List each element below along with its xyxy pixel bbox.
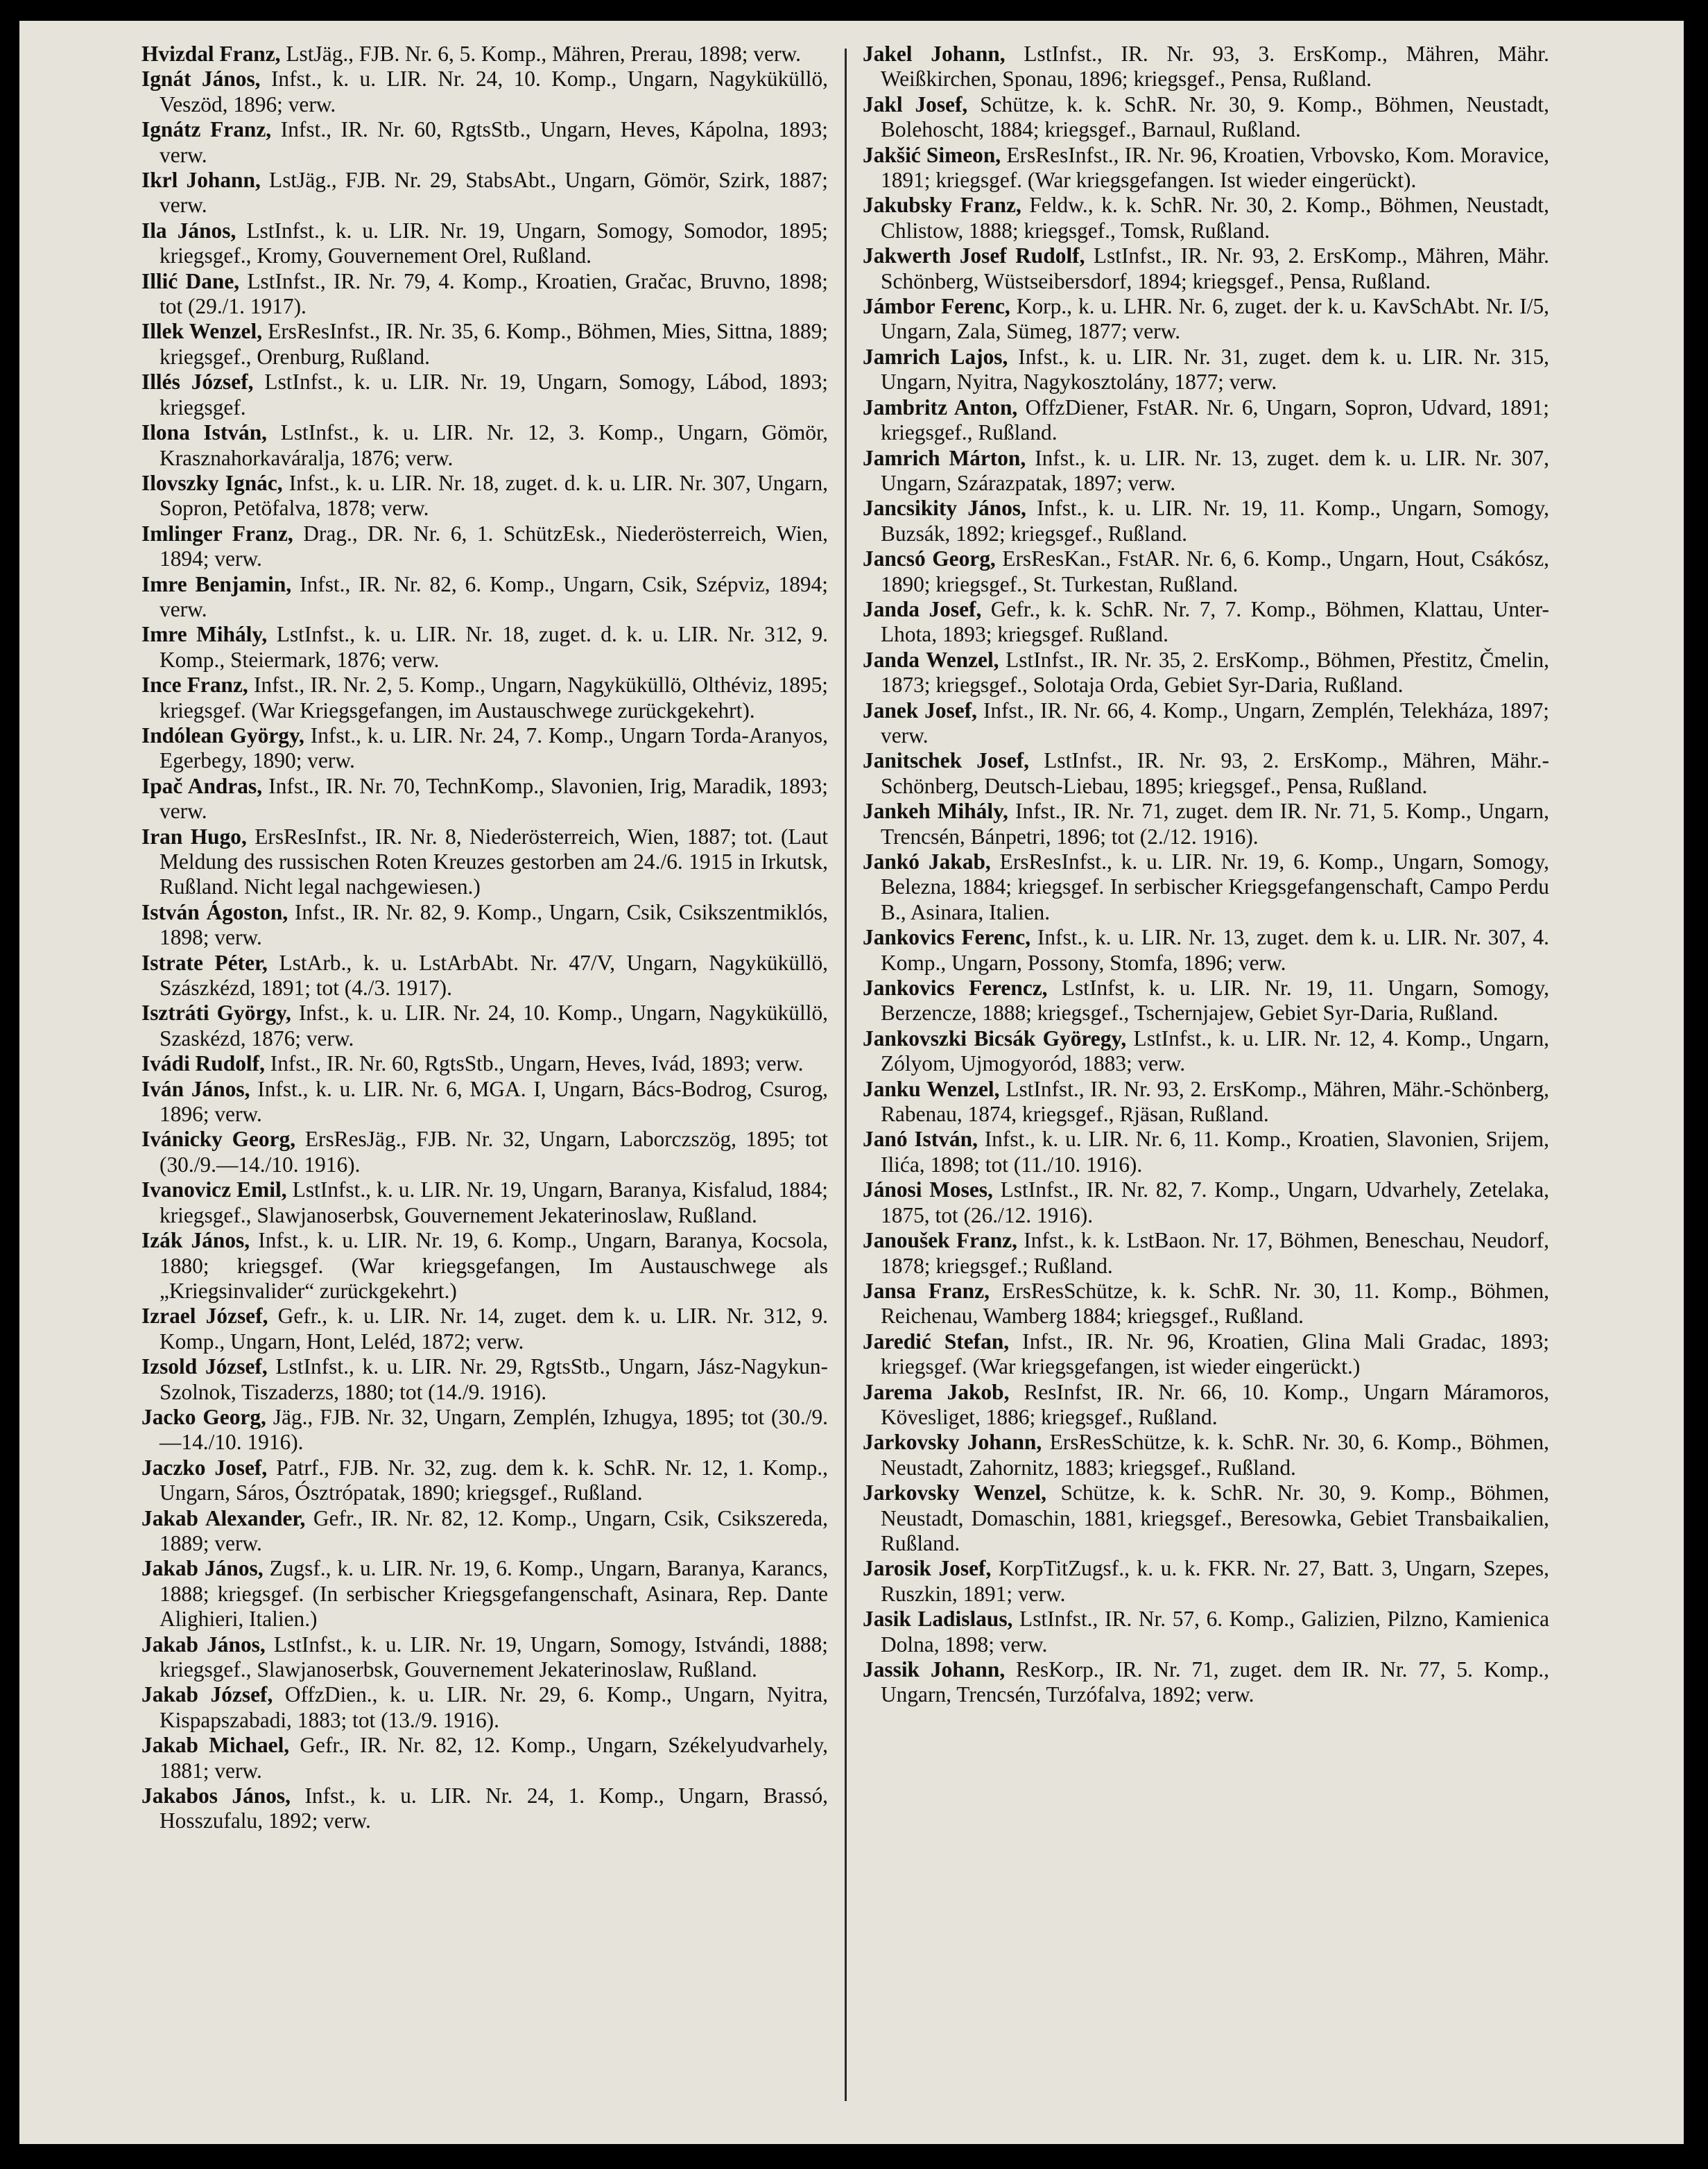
entry-details: ErsResInfst., IR. Nr. 35, 6. Komp., Böhmen, Mies, Sittna, 1889; kriegsgef., Orenburg, Rußland. <box>159 319 828 369</box>
entry-name: Jamrich Márton, <box>863 445 1026 470</box>
entry-name: Janku Wenzel, <box>863 1076 1000 1101</box>
register-entry <box>141 218 828 269</box>
entry-details: Infst., IR. Nr. 70, TechnKomp., Slavonien, Irig, Maradik, 1893; verw. <box>159 773 828 824</box>
register-entry <box>141 622 828 673</box>
entry-name: Jacko Georg, <box>141 1404 266 1429</box>
entry-details: Zugsf., k. u. LIR. Nr. 19, 6. Komp., Ungarn, Baranya, Karancs, 1888; kriegsgef. (In serbischer Kriegsgefangenschaft, Asinara, Rep. Dante Alighieri, Italien.) <box>159 1556 828 1632</box>
entry-details: Korp., k. u. LHR. Nr. 6, zuget. der k. u. KavSchAbt. Nr. I/5, Ungarn, Zala, Sümeg, 1877; verw. <box>881 294 1549 344</box>
entry-details: ErsResInfst., IR. Nr. 8, Niederösterreich, Wien, 1887; tot. (Laut Meldung des russischen Roten Kreuzes gestorben am 24./6. 1915 in Irkutsk, Rußland. Nicht legal nachgewiesen.) <box>159 824 828 899</box>
entry-details: Gefr., k. k. SchR. Nr. 7, 7. Komp., Böhmen, Klattau, Unter-Lhota, 1893; kriegsgef. Rußland. <box>881 596 1549 647</box>
entry-details: LstInfst., k. u. LIR. Nr. 19, Ungarn, Baranya, Kisfalud, 1884; kriegsgef., Slawjanoserbsk, Gouvernement Jekaterinoslaw, Rußland. <box>159 1177 828 1227</box>
entry-name: Illek Wenzel, <box>141 319 263 344</box>
entry-name: Hvizdal Franz, <box>141 42 281 66</box>
entry-name: Ivádi Rudolf, <box>141 1051 265 1076</box>
entry-name: Ivanovicz Emil, <box>141 1177 287 1202</box>
entry-name: Jarkovsky Wenzel, <box>863 1480 1046 1505</box>
register-entry <box>863 243 1549 294</box>
register-entry <box>141 471 828 521</box>
entry-name: Imre Benjamin, <box>141 571 292 596</box>
entry-details: LstInfst., k. u. LIR. Nr. 18, zuget. d. k. u. LIR. Nr. 312, 9. Komp., Steiermark, 1876; verw. <box>159 622 828 672</box>
entry-name: Ignát János, <box>141 67 261 92</box>
register-entry <box>863 446 1549 496</box>
entry-name: Jámbor Ferenc, <box>863 294 1010 319</box>
register-entry <box>863 92 1549 143</box>
register-entry <box>863 597 1549 648</box>
register-entry <box>863 1329 1549 1380</box>
register-entry <box>141 319 828 370</box>
entry-name: Ince Franz, <box>141 673 248 698</box>
document-page <box>19 21 1684 2144</box>
register-entry <box>141 951 828 1001</box>
register-entry <box>141 168 828 218</box>
entry-details: Infst., k. u. LIR. Nr. 24, 7. Komp., Ungarn Torda-Aranyos, Egerbegy, 1890; verw. <box>159 723 828 773</box>
entry-name: Janda Wenzel, <box>863 647 999 672</box>
entry-details: LstJäg., FJB. Nr. 6, 5. Komp., Mähren, Prerau, 1898; verw. <box>280 42 801 66</box>
entry-details: Schütze, k. k. SchR. Nr. 30, 9. Komp., Böhmen, Neustadt, Bolehoscht, 1884; kriegsgef., Barnaul, Rußland. <box>881 92 1549 142</box>
entry-details: Gefr., k. u. LIR. Nr. 14, zuget. dem k. u. LIR. Nr. 312, 9. Komp., Ungarn, Hont, Leléd, 1872; verw. <box>159 1304 828 1354</box>
register-entry <box>141 1127 828 1177</box>
register-entry <box>863 1026 1549 1077</box>
entry-details: Infst., k. u. LIR. Nr. 13, zuget. dem k. u. LIR. Nr. 307, Ungarn, Szárazpatak, 1897; verw. <box>881 445 1549 495</box>
entry-name: Illés József, <box>141 370 254 395</box>
entry-details: Infst., k. u. LIR. Nr. 24, 10. Komp., Ungarn, Nagyküküllö, Szaskézd, 1876; verw. <box>159 1001 828 1051</box>
register-entry <box>141 521 828 572</box>
entry-details: Infst., IR. Nr. 82, 9. Komp., Ungarn, Csik, Csikszentmiklós, 1898; verw. <box>159 899 828 950</box>
register-entry <box>141 420 828 471</box>
register-entry <box>141 42 828 67</box>
entry-name: Jakubsky Franz, <box>863 193 1021 218</box>
entry-details: Infst., IR. Nr. 60, RgtsStb., Ungarn, Heves, Kápolna, 1893; verw. <box>159 117 828 167</box>
entry-details: ResInfst, IR. Nr. 66, 10. Komp., Ungarn Máramoros, Kövesliget, 1886; kriegsgef., Rußland. <box>881 1379 1549 1429</box>
entry-name: Jaredić Stefan, <box>863 1329 1010 1354</box>
entry-details: LstInfst., k. u. LIR. Nr. 19, Ungarn, Somogy, Somodor, 1895; kriegsgef., Kromy, Gouvernement Orel, Rußland. <box>159 218 828 268</box>
entry-details: LstInfst., IR. Nr. 93, 2. ErsKomp., Mähren, Mähr.-Schönberg, Rabenau, 1874, kriegsgef., Rjäsan, Rußland. <box>881 1076 1550 1127</box>
entry-name: Jasik Ladislaus, <box>863 1607 1013 1632</box>
entry-details: Infst., k. u. LIR. Nr. 18, zuget. d. k. u. LIR. Nr. 307, Ungarn, Sopron, Petöfalva, 1878; verw. <box>159 470 829 521</box>
entry-name: Jarema Jakob, <box>863 1379 1010 1404</box>
register-entry <box>141 1506 828 1557</box>
entry-details: ErsResInfst., IR. Nr. 96, Kroatien, Vrbovsko, Kom. Moravice, 1891; kriegsgef. (War kriegsgefangen. Ist wieder eingerückt). <box>881 142 1550 193</box>
entry-name: Imre Mihály, <box>141 622 268 647</box>
entry-name: Janek Josef, <box>863 698 978 723</box>
entry-name: Illić Dane, <box>141 268 240 293</box>
entry-name: Ikrl Johann, <box>141 168 261 193</box>
entry-name: Jakwerth Josef Rudolf, <box>863 243 1085 268</box>
entry-details: ErsResSchütze, k. k. SchR. Nr. 30, 11. Komp., Böhmen, Reichenau, Wamberg 1884; kriegsgef., Rußland. <box>881 1278 1549 1329</box>
entry-name: Jarosik Josef, <box>863 1556 992 1581</box>
entry-details: Schütze, k. k. SchR. Nr. 30, 9. Komp., Böhmen, Neustadt, Domaschin, 1881, kriegsgef., Beresowka, Gebiet Transbaikalien, Rußland. <box>881 1480 1549 1555</box>
entry-name: Jancsó Georg, <box>863 546 996 571</box>
entry-name: Janitschek Josef, <box>863 748 1030 773</box>
entry-name: Jankovics Ferencz, <box>863 976 1048 1001</box>
register-entry <box>141 1783 828 1834</box>
entry-name: Ipač Andras, <box>141 773 263 798</box>
entry-name: Iván János, <box>141 1076 250 1101</box>
entry-name: Izsold József, <box>141 1354 268 1379</box>
entry-details: LstInfst., IR. Nr. 93, 3. ErsKomp., Mähren, Mähr. Weißkirchen, Sponau, 1896; kriegsgef., Pensa, Rußland. <box>881 42 1549 92</box>
entry-details: Infst., k. u. LIR. Nr. 31, zuget. dem k. u. LIR. Nr. 315, Ungarn, Nyitra, Nagykosztolány, 1877; verw. <box>881 344 1549 395</box>
entry-details: Infst., k. u. LIR. Nr. 24, 1. Komp., Ungarn, Brassó, Hosszufalu, 1892; verw. <box>159 1783 828 1833</box>
register-entry <box>141 900 828 951</box>
entry-details: Infst., IR. Nr. 60, RgtsStb., Ungarn, Heves, Ivád, 1893; verw. <box>264 1051 804 1076</box>
entry-details: LstInfst., k. u. LIR. Nr. 29, RgtsStb., Ungarn, Jász-Nagykun-Szolnok, Tiszaderzs, 1880; tot (14./9. 1916). <box>159 1354 828 1404</box>
entry-name: Jakl Josef, <box>863 92 968 116</box>
entry-name: Iran Hugo, <box>141 824 247 849</box>
register-entry <box>141 67 828 117</box>
entry-name: István Ágoston, <box>141 899 288 924</box>
entry-details: Drag., DR. Nr. 6, 1. SchützEsk., Niederösterreich, Wien, 1894; verw. <box>159 521 828 571</box>
register-entry <box>141 117 828 168</box>
register-entry <box>863 1430 1549 1480</box>
column-divider <box>845 49 847 2101</box>
entry-name: Ilona István, <box>141 420 268 445</box>
entry-name: Jamrich Lajos, <box>863 344 1008 369</box>
entry-details: Gefr., IR. Nr. 82, 12. Komp., Ungarn, Csik, Csikszereda, 1889; verw. <box>159 1505 828 1555</box>
entry-details: Infst., k. k. LstBaon. Nr. 17, Böhmen, Beneschau, Neudorf, 1878; kriegsgef.; Rußland. <box>881 1228 1549 1278</box>
entry-name: Indólean György, <box>141 723 304 748</box>
register-entry <box>141 1632 828 1683</box>
entry-details: Infst., k. u. LIR. Nr. 6, MGA. I, Ungarn, Bács-Bodrog, Csurog, 1896; verw. <box>159 1076 828 1127</box>
entry-name: Janó István, <box>863 1127 978 1152</box>
register-entry <box>863 1657 1549 1708</box>
entry-name: Jakabos János, <box>141 1783 291 1808</box>
entry-details: LstInfst., IR. Nr. 82, 7. Komp., Ungarn, Udvarhely, Zetelaka, 1875, tot (26./12. 1916). <box>881 1177 1549 1227</box>
entry-details: Infst., k. u. LIR. Nr. 13, zuget. dem k. u. LIR. Nr. 307, 4. Komp., Ungarn, Possony, Stomfa, 1896; verw. <box>881 925 1549 975</box>
entry-name: Ila János, <box>141 218 236 243</box>
entry-name: Jarkovsky Johann, <box>863 1430 1042 1455</box>
entry-name: Jakab Michael, <box>141 1733 290 1758</box>
entry-details: ErsResKan., FstAR. Nr. 6, 6. Komp., Ungarn, Hout, Csákósz, 1890; kriegsgef., St. Turkestan, Rußland. <box>881 546 1549 596</box>
register-entry <box>863 1480 1549 1556</box>
entry-name: Jassik Johann, <box>863 1657 1006 1682</box>
register-entry <box>141 1682 828 1733</box>
entry-name: Jánosi Moses, <box>863 1177 993 1202</box>
register-entry <box>863 1177 1549 1228</box>
entry-details: KorpTitZugsf., k. u. k. FKR. Nr. 27, Batt. 3, Ungarn, Szepes, Ruszkin, 1891; verw. <box>881 1556 1549 1606</box>
register-entry <box>863 395 1549 446</box>
entry-name: Istrate Péter, <box>141 950 268 975</box>
entry-name: Ignátz Franz, <box>141 117 272 142</box>
entry-name: Jansa Franz, <box>863 1278 990 1303</box>
register-entry <box>863 496 1549 546</box>
register-entry <box>141 723 828 774</box>
register-entry <box>863 1127 1549 1177</box>
entry-details: Infst., IR. Nr. 82, 6. Komp., Ungarn, Csik, Szépviz, 1894; verw. <box>159 571 828 621</box>
register-entry <box>141 269 828 320</box>
entry-name: Jakšić Simeon, <box>863 142 1001 167</box>
entry-name: Jankovics Ferenc, <box>863 925 1031 950</box>
register-entry <box>863 193 1549 243</box>
entry-name: Jakab János, <box>141 1632 266 1657</box>
entry-details: ErsResSchütze, k. k. SchR. Nr. 30, 6. Komp., Böhmen, Neustadt, Zahornitz, 1883; kriegsgef., Rußland. <box>881 1430 1549 1480</box>
register-entry <box>141 673 828 723</box>
register-entry <box>863 1279 1549 1329</box>
entry-details: Feldw., k. k. SchR. Nr. 30, 2. Komp., Böhmen, Neustadt, Chlistow, 1888; kriegsgef., Tomsk, Rußland. <box>881 193 1549 243</box>
register-entry <box>863 1607 1549 1657</box>
entry-name: Jakab József, <box>141 1682 273 1707</box>
entry-details: LstInfst., IR. Nr. 57, 6. Komp., Galizien, Pilzno, Kamienica Dolna, 1898; verw. <box>881 1607 1549 1657</box>
entry-details: Jäg., FJB. Nr. 32, Ungarn, Zemplén, Izhugya, 1895; tot (30./9.—14./10. 1916). <box>159 1404 828 1455</box>
register-entry <box>141 1077 828 1127</box>
left-column <box>141 42 828 1834</box>
entry-name: Jambritz Anton, <box>863 395 1018 420</box>
register-entry <box>863 42 1549 92</box>
register-entry <box>863 849 1549 925</box>
entry-name: Ivánicky Georg, <box>141 1127 296 1152</box>
entry-details: OffzDiener, FstAR. Nr. 6, Ungarn, Sopron, Udvard, 1891; kriegsgef., Rußland. <box>881 395 1549 445</box>
entry-details: LstInfst., k. u. LIR. Nr. 19, Ungarn, Somogy, Lábod, 1893; kriegsgef. <box>159 370 828 420</box>
entry-name: Imlinger Franz, <box>141 521 293 546</box>
entry-name: Jankovszki Bicsák Györegy, <box>863 1026 1127 1051</box>
register-entry <box>141 1304 828 1354</box>
register-entry <box>141 1405 828 1455</box>
register-entry <box>141 1455 828 1506</box>
entry-name: Jakel Johann, <box>863 42 1006 66</box>
register-entry <box>863 698 1549 749</box>
entry-details: LstInfst., IR. Nr. 93, 2. ErsKomp., Mähren, Mähr.-Schönberg, Deutsch-Liebau, 1895; kriegsgef., Pensa, Rußland. <box>881 748 1549 798</box>
entry-name: Janda Josef, <box>863 596 982 621</box>
register-entry <box>141 1556 828 1632</box>
register-entry <box>141 1733 828 1783</box>
register-entry <box>863 1380 1549 1431</box>
register-entry <box>141 1001 828 1051</box>
register-entry <box>863 1228 1549 1279</box>
entry-details: LstInfst., k. u. LIR. Nr. 19, Ungarn, Somogy, Istvándi, 1888; kriegsgef., Slawjanoserbsk, Gouvernement Jekaterinoslaw, Rußland. <box>159 1632 828 1682</box>
entry-name: Izrael József, <box>141 1304 268 1329</box>
entry-name: Jakab János, <box>141 1556 264 1581</box>
entry-details: LstInfst., IR. Nr. 35, 2. ErsKomp., Böhmen, Přestitz, Čmelin, 1873; kriegsgef., Solotaja Orda, Gebiet Syr-Daria, Rußland. <box>881 647 1549 698</box>
register-entry <box>863 345 1549 395</box>
right-column <box>863 42 1549 1708</box>
entry-details: LstInfst, k. u. LIR. Nr. 19, 11. Ungarn, Somogy, Berzencze, 1888; kriegsgef., Tschernjajew, Gebiet Syr-Daria, Rußland. <box>881 976 1549 1026</box>
register-entry <box>863 976 1549 1026</box>
entry-details: Infst., IR. Nr. 71, zuget. dem IR. Nr. 71, 5. Komp., Ungarn, Trencsén, Bánpetri, 1896; tot (2./12. 1916). <box>881 799 1549 849</box>
entry-details: OffzDien., k. u. LIR. Nr. 29, 6. Komp., Ungarn, Nyitra, Kispapszabadi, 1883; tot (13./9. 1916). <box>159 1682 828 1732</box>
register-entry <box>863 799 1549 849</box>
entry-name: Jankó Jakab, <box>863 849 991 874</box>
entry-details: ErsResInfst., k. u. LIR. Nr. 19, 6. Komp., Ungarn, Somogy, Belezna, 1884; kriegsgef. In serbischer Kriegsgefangenschaft, Campo Perdu B., Asinara, Italien. <box>881 849 1549 924</box>
entry-name: Jaczko Josef, <box>141 1455 268 1480</box>
entry-details: LstInfst., k. u. LIR. Nr. 12, 3. Komp., Ungarn, Gömör, Krasznahorkaváralja, 1876; verw. <box>159 420 828 470</box>
register-entry <box>141 572 828 623</box>
register-entry <box>863 294 1549 345</box>
register-entry <box>141 824 828 900</box>
entry-details: LstInfst., IR. Nr. 79, 4. Komp., Kroatien, Gračac, Bruvno, 1898; tot (29./1. 1917). <box>159 268 828 319</box>
register-entry <box>863 1077 1549 1127</box>
entry-name: Izák János, <box>141 1228 250 1253</box>
entry-name: Isztráti György, <box>141 1001 291 1026</box>
entry-details: Patrf., FJB. Nr. 32, zug. dem k. k. SchR. Nr. 12, 1. Komp., Ungarn, Sáros, Ósztrópatak, 1890; kriegsgef., Rußland. <box>159 1455 828 1505</box>
entry-details: Infst., k. u. LIR. Nr. 19, 11. Komp., Ungarn, Somogy, Buzsák, 1892; kriegsgef., Rußland. <box>881 496 1549 546</box>
register-entry <box>141 1177 828 1228</box>
register-entry <box>863 748 1549 799</box>
register-entry <box>863 546 1549 597</box>
entry-name: Jankeh Mihály, <box>863 799 1008 824</box>
entry-name: Jakab Alexander, <box>141 1505 306 1530</box>
entry-name: Jancsikity János, <box>863 496 1026 521</box>
entry-details: Infst., IR. Nr. 96, Kroatien, Glina Mali Gradac, 1893; kriegsgef. (War kriegsgefangen, ist wieder eingerückt.) <box>881 1329 1549 1379</box>
entry-details: Gefr., IR. Nr. 82, 12. Komp., Ungarn, Székelyudvarhely, 1881; verw. <box>159 1733 828 1783</box>
entry-details: ErsResJäg., FJB. Nr. 32, Ungarn, Laborczszög, 1895; tot (30./9.—14./10. 1916). <box>159 1127 828 1177</box>
entry-details: ResKorp., IR. Nr. 71, zuget. dem IR. Nr. 77, 5. Komp., Ungarn, Trencsén, Turzófalva, 1892; verw. <box>881 1657 1549 1707</box>
entry-details: LstInfst., k. u. LIR. Nr. 12, 4. Komp., Ungarn, Zólyom, Ujmogyoród, 1883; verw. <box>881 1026 1550 1076</box>
entry-details: LstJäg., FJB. Nr. 29, StabsAbt., Ungarn, Gömör, Szirk, 1887; verw. <box>159 168 829 218</box>
register-entry <box>863 1556 1549 1607</box>
register-entry <box>141 1354 828 1405</box>
entry-details: Infst., IR. Nr. 2, 5. Komp., Ungarn, Nagyküküllö, Olthéviz, 1895; kriegsgef. (War Kriegsgefangen, im Austauschwege zurückgekehrt). <box>159 673 828 723</box>
register-entry <box>863 925 1549 976</box>
register-entry <box>863 143 1549 193</box>
register-entry <box>141 774 828 824</box>
entry-details: Infst., k. u. LIR. Nr. 24, 10. Komp., Ungarn, Nagyküküllö, Veszöd, 1896; verw. <box>159 67 828 116</box>
register-entry <box>141 370 828 420</box>
entry-name: Janoušek Franz, <box>863 1228 1017 1253</box>
entry-details: Infst., IR. Nr. 66, 4. Komp., Ungarn, Zemplén, Telekháza, 1897; verw. <box>881 698 1549 748</box>
entry-name: Ilovszky Ignác, <box>141 470 283 495</box>
entry-details: LstInfst., IR. Nr. 93, 2. ErsKomp., Mähren, Mähr. Schönberg, Wüstseibersdorf, 1894; kriegsgef., Pensa, Rußland. <box>881 243 1549 293</box>
register-entry <box>141 1051 828 1076</box>
register-entry <box>863 648 1549 698</box>
entry-details: LstArb., k. u. LstArbAbt. Nr. 47/V, Ungarn, Nagyküküllö, Szászkézd, 1891; tot (4./3. 1917). <box>159 950 828 1001</box>
register-entry <box>141 1228 828 1304</box>
entry-details: Infst., k. u. LIR. Nr. 6, 11. Komp., Kroatien, Slavonien, Srijem, Ilića, 1898; tot (11./10. 1916). <box>881 1127 1549 1177</box>
entry-details: Infst., k. u. LIR. Nr. 19, 6. Komp., Ungarn, Baranya, Kocsola, 1880; kriegsgef. (War kriegsgefangen, Im Austauschwege als „Kriegsinvalider“ zurückgekehrt.) <box>159 1228 829 1303</box>
